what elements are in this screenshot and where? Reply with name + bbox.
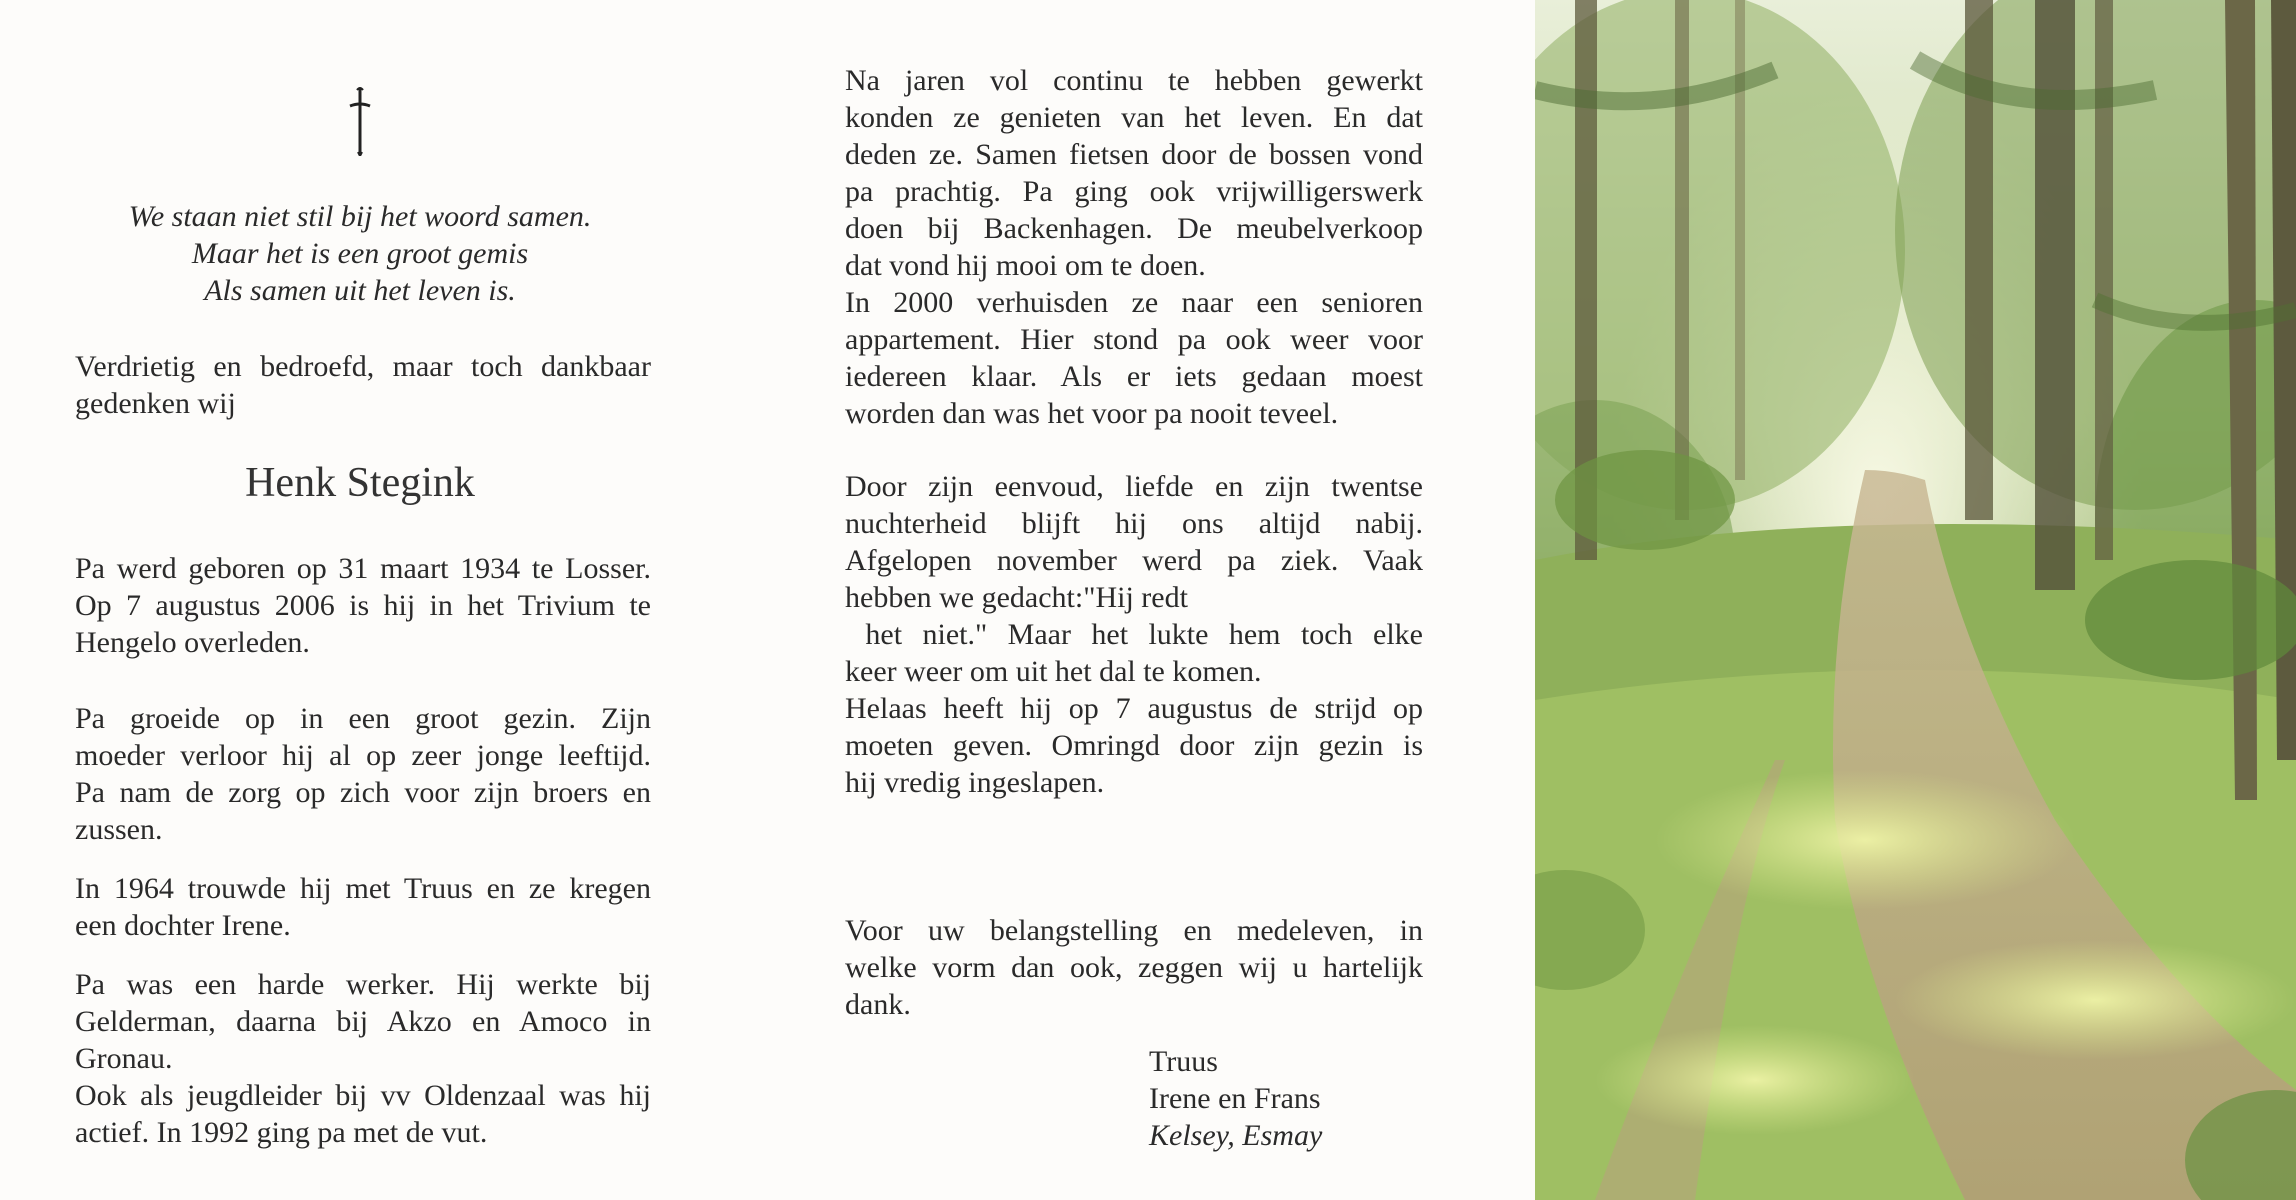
poem-line: We staan niet stil bij het woord samen. <box>128 200 592 233</box>
text-line: In 1964 trouwde hij met Truus en ze kregen <box>75 872 651 905</box>
intro-line: gedenken wij <box>75 387 236 420</box>
text-line: een dochter Irene. <box>75 909 291 942</box>
text-line: Op 7 augustus 2006 is hij in het Trivium te <box>75 589 651 622</box>
text-line: Pa nam de zorg op zich voor zijn broers en <box>75 776 651 809</box>
poem <box>60 198 660 309</box>
memorial-paragraph <box>845 468 1423 801</box>
text-line: Ook als jeugdleider bij vv Oldenzaal was hij <box>75 1079 651 1112</box>
text-line: doen bij Backenhagen. De meubelverkoop <box>845 212 1423 245</box>
left-page <box>0 0 770 1200</box>
text-line: Hengelo overleden. <box>75 626 310 659</box>
intro-line: Verdrietig en bedroefd, maar toch dankbaar <box>75 350 651 383</box>
deceased-name: Henk Stegink <box>245 460 475 506</box>
signer-line: Truus <box>1149 1045 1218 1078</box>
forest-path-photo <box>1535 0 2296 1200</box>
text-line: Pa groeide op in een groot gezin. Zijn <box>75 702 651 735</box>
memorial-paragraph <box>845 62 1423 432</box>
bio-paragraph <box>75 966 651 1151</box>
text-line: zussen. <box>75 813 163 846</box>
text-line: het niet." Maar het lukte hem toch elke <box>845 618 1423 651</box>
text-line: pa prachtig. Pa ging ook vrijwilligerswerk <box>845 175 1423 208</box>
text-line: Gronau. <box>75 1042 173 1075</box>
text-line: Na jaren vol continu te hebben gewerkt <box>845 64 1423 97</box>
signer-line: Kelsey, Esmay <box>1149 1119 1323 1152</box>
middle-page <box>770 0 1535 1200</box>
text-line: Pa was een harde werker. Hij werkte bij <box>75 968 651 1001</box>
text-line: Helaas heeft hij op 7 augustus de strijd op <box>845 692 1423 725</box>
cross-icon <box>340 86 380 156</box>
text-line: keer weer om uit het dal te komen. <box>845 655 1262 688</box>
text-line: moeder verloor hij al op zeer jonge leeftijd. <box>75 739 651 772</box>
thanks-paragraph <box>845 912 1423 1023</box>
signers <box>1149 1043 1322 1154</box>
poem-line: Maar het is een groot gemis <box>191 237 529 270</box>
text-line: deden ze. Samen fietsen door de bossen vond <box>845 138 1423 171</box>
text-line: welke vorm dan ook, zeggen wij u hartelijk <box>845 951 1423 984</box>
text-line: moeten geven. Omringd door zijn gezin is <box>845 729 1423 762</box>
text-line: Voor uw belangstelling en medeleven, in <box>845 914 1423 947</box>
signer-line: Irene en Frans <box>1149 1082 1321 1115</box>
text-line: dat vond hij mooi om te doen. <box>845 249 1206 282</box>
text-line: Afgelopen november werd pa ziek. Vaak <box>845 544 1423 577</box>
text-line: dank. <box>845 988 911 1021</box>
text-line: hij vredig ingeslapen. <box>845 766 1105 799</box>
bio-paragraph <box>75 700 651 848</box>
intro-text <box>75 348 651 422</box>
poem-line: Als samen uit het leven is. <box>204 274 516 307</box>
text-line: Gelderman, daarna bij Akzo en Amoco in <box>75 1005 651 1038</box>
text-line: Pa werd geboren op 31 maart 1934 te Losser. <box>75 552 651 585</box>
text-line: actief. In 1992 ging pa met de vut. <box>75 1116 488 1149</box>
text-line: nuchterheid blijft hij ons altijd nabij. <box>845 507 1423 540</box>
text-line: Door zijn eenvoud, liefde en zijn twentse <box>845 470 1423 503</box>
text-line: worden dan was het voor pa nooit teveel. <box>845 397 1339 430</box>
bio-paragraph <box>75 870 651 944</box>
text-line: hebben we gedacht:"Hij redt <box>845 581 1188 614</box>
bio-paragraph <box>75 550 651 661</box>
text-line: In 2000 verhuisden ze naar een senioren <box>845 286 1423 319</box>
text-line: iedereen klaar. Als er iets gedaan moest <box>845 360 1423 393</box>
text-line: appartement. Hier stond pa ook weer voor <box>845 323 1423 356</box>
text-line: konden ze genieten van het leven. En dat <box>845 101 1423 134</box>
